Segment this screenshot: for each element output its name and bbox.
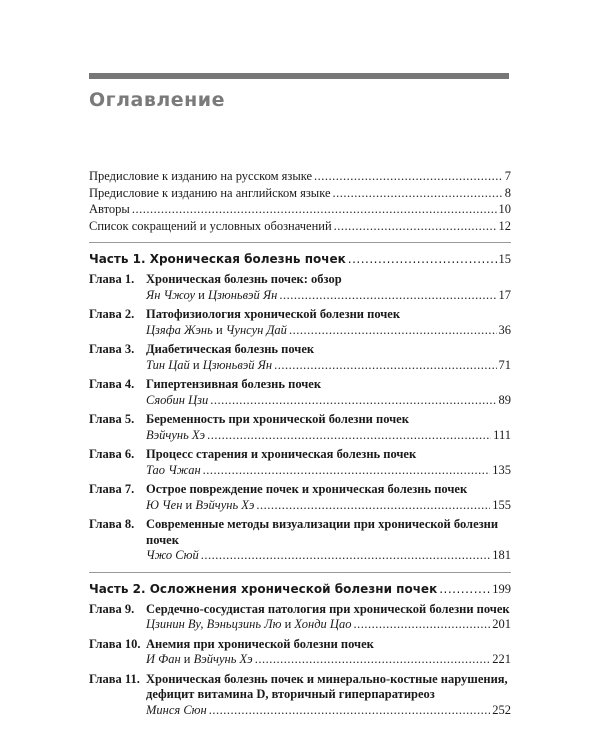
chapter-label: Глава 10. — [89, 636, 141, 651]
chapter-label: Глава 6. — [89, 447, 135, 461]
page-title: Оглавление — [89, 89, 225, 111]
chapter-entry[interactable] — [89, 377, 511, 408]
section-divider — [89, 572, 511, 573]
chapter-title: Гипертензивная болезнь почек — [146, 377, 322, 391]
chapter-entry[interactable] — [89, 602, 511, 633]
chapter-entry[interactable] — [89, 637, 511, 668]
dot-leader — [333, 185, 503, 202]
dot-leader — [279, 288, 496, 304]
chapter-entry[interactable] — [89, 482, 511, 513]
dot-leader — [209, 703, 491, 719]
chapter-label: Глава 9. — [89, 601, 135, 616]
toc-entry-page: 12 — [498, 218, 511, 233]
toc-entry-label: Список сокращений и условных обозначений — [89, 218, 332, 233]
dot-leader — [439, 581, 490, 597]
chapter-page: 111 — [493, 427, 511, 442]
chapter-title: Хроническая болезнь почек: обзор — [146, 272, 342, 286]
toc-entry-label: Авторы — [89, 202, 130, 216]
chapter-authors: Цзинин Ву, Вэньцзинь Лю и Хонди Цао — [146, 617, 352, 631]
dot-leader — [348, 251, 497, 267]
chapter-page: 201 — [492, 617, 511, 631]
dot-leader — [132, 201, 497, 218]
dot-leader — [353, 617, 490, 633]
toc-entry-label: Предисловие к изданию на русском языке — [89, 169, 313, 183]
top-rule — [89, 73, 509, 79]
chapter-page: 252 — [492, 702, 511, 717]
chapter-title: Острое повреждение почек и хроническая болезнь почек — [146, 482, 468, 496]
chapter-authors: Тао Чжан — [146, 462, 201, 477]
chapter-authors: Ю Чен и Вэйчунь Хэ — [146, 497, 255, 512]
dot-leader — [201, 548, 491, 564]
chapter-page: 135 — [492, 462, 511, 477]
chapter-label: Глава 8. — [89, 517, 135, 531]
dot-leader — [207, 428, 491, 444]
chapter-authors: И Фан и Вэйчунь Хэ — [146, 652, 253, 666]
table-of-contents — [89, 168, 511, 722]
part-heading[interactable] — [89, 581, 511, 597]
chapter-authors: Тин Цай и Цзюньвэй Ян — [146, 357, 273, 372]
chapter-title: Диабетическая болезнь почек — [146, 342, 315, 356]
chapter-authors: Ян Чжоу и Цзюньвэй Ян — [146, 287, 278, 302]
part-heading[interactable] — [89, 251, 511, 267]
chapter-entry[interactable] — [89, 447, 511, 478]
chapter-label: Глава 2. — [89, 307, 135, 321]
chapter-authors: Вэйчунь Хэ — [146, 427, 206, 442]
chapter-entry[interactable] — [89, 517, 511, 564]
dot-leader — [255, 652, 491, 668]
chapter-title: Сердечно-сосудистая патология при хронической болезни почек — [146, 601, 510, 616]
chapter-page: 36 — [498, 322, 511, 337]
chapter-title: Современные методы визуализации при хронической болезни почек — [146, 517, 499, 547]
dot-leader — [274, 358, 496, 374]
chapter-page: 71 — [498, 357, 511, 372]
chapter-page: 221 — [492, 652, 511, 666]
dot-leader — [314, 168, 503, 185]
chapter-title: Патофизиология хронической болезни почек — [146, 307, 401, 321]
chapter-label: Глава 4. — [89, 377, 135, 391]
part-title: Часть 2. Осложнения хронической болезни почек — [89, 581, 438, 596]
chapter-title: Процесс старения и хроническая болезнь почек — [146, 447, 417, 461]
dot-leader — [203, 463, 491, 479]
toc-entry-page: 10 — [498, 202, 511, 216]
toc-entry[interactable] — [89, 185, 511, 202]
chapter-label: Глава 5. — [89, 412, 135, 426]
toc-entry-page: 7 — [504, 169, 511, 183]
chapter-entry[interactable] — [89, 342, 511, 373]
chapter-title: Беременность при хронической болезни почек — [146, 412, 409, 426]
part-page: 199 — [492, 581, 511, 596]
chapter-entry[interactable] — [89, 272, 511, 303]
chapter-title: Хроническая болезнь почек и минерально-костные нарушения, дефицит витамина D, вторичный гиперпаратиреоз — [146, 671, 508, 701]
toc-entry-label: Предисловие к изданию на английском языке — [89, 185, 331, 200]
toc-entry[interactable] — [89, 201, 511, 218]
chapter-entry[interactable] — [89, 307, 511, 338]
chapter-authors: Минся Сюн — [146, 702, 207, 717]
dot-leader — [334, 218, 497, 235]
chapter-page: 181 — [492, 548, 511, 562]
section-divider — [89, 242, 511, 243]
toc-entry[interactable] — [89, 168, 511, 185]
chapter-page: 155 — [492, 497, 511, 512]
chapter-label: Глава 3. — [89, 342, 135, 356]
chapter-label: Глава 11. — [89, 671, 140, 686]
part-title: Часть 1. Хроническая болезнь почек — [89, 252, 346, 266]
dot-leader — [210, 393, 496, 409]
dot-leader — [256, 498, 490, 514]
chapter-label: Глава 1. — [89, 272, 135, 286]
front-matter — [89, 168, 511, 234]
chapter-page: 89 — [498, 392, 511, 407]
chapter-entry[interactable] — [89, 412, 511, 443]
chapter-label: Глава 7. — [89, 482, 135, 496]
chapter-authors: Цзяфа Жэнь и Чунсун Дай — [146, 322, 287, 337]
chapter-title: Анемия при хронической болезни почек — [146, 636, 374, 651]
dot-leader — [289, 323, 497, 339]
toc-entry[interactable] — [89, 218, 511, 235]
chapter-authors: Сяобин Цзи — [146, 392, 209, 407]
part-page: 15 — [498, 252, 511, 266]
chapter-entry[interactable] — [89, 672, 511, 719]
chapter-page: 17 — [498, 287, 511, 302]
toc-entry-page: 8 — [504, 185, 511, 200]
chapter-authors: Чжо Сюй — [146, 548, 199, 562]
